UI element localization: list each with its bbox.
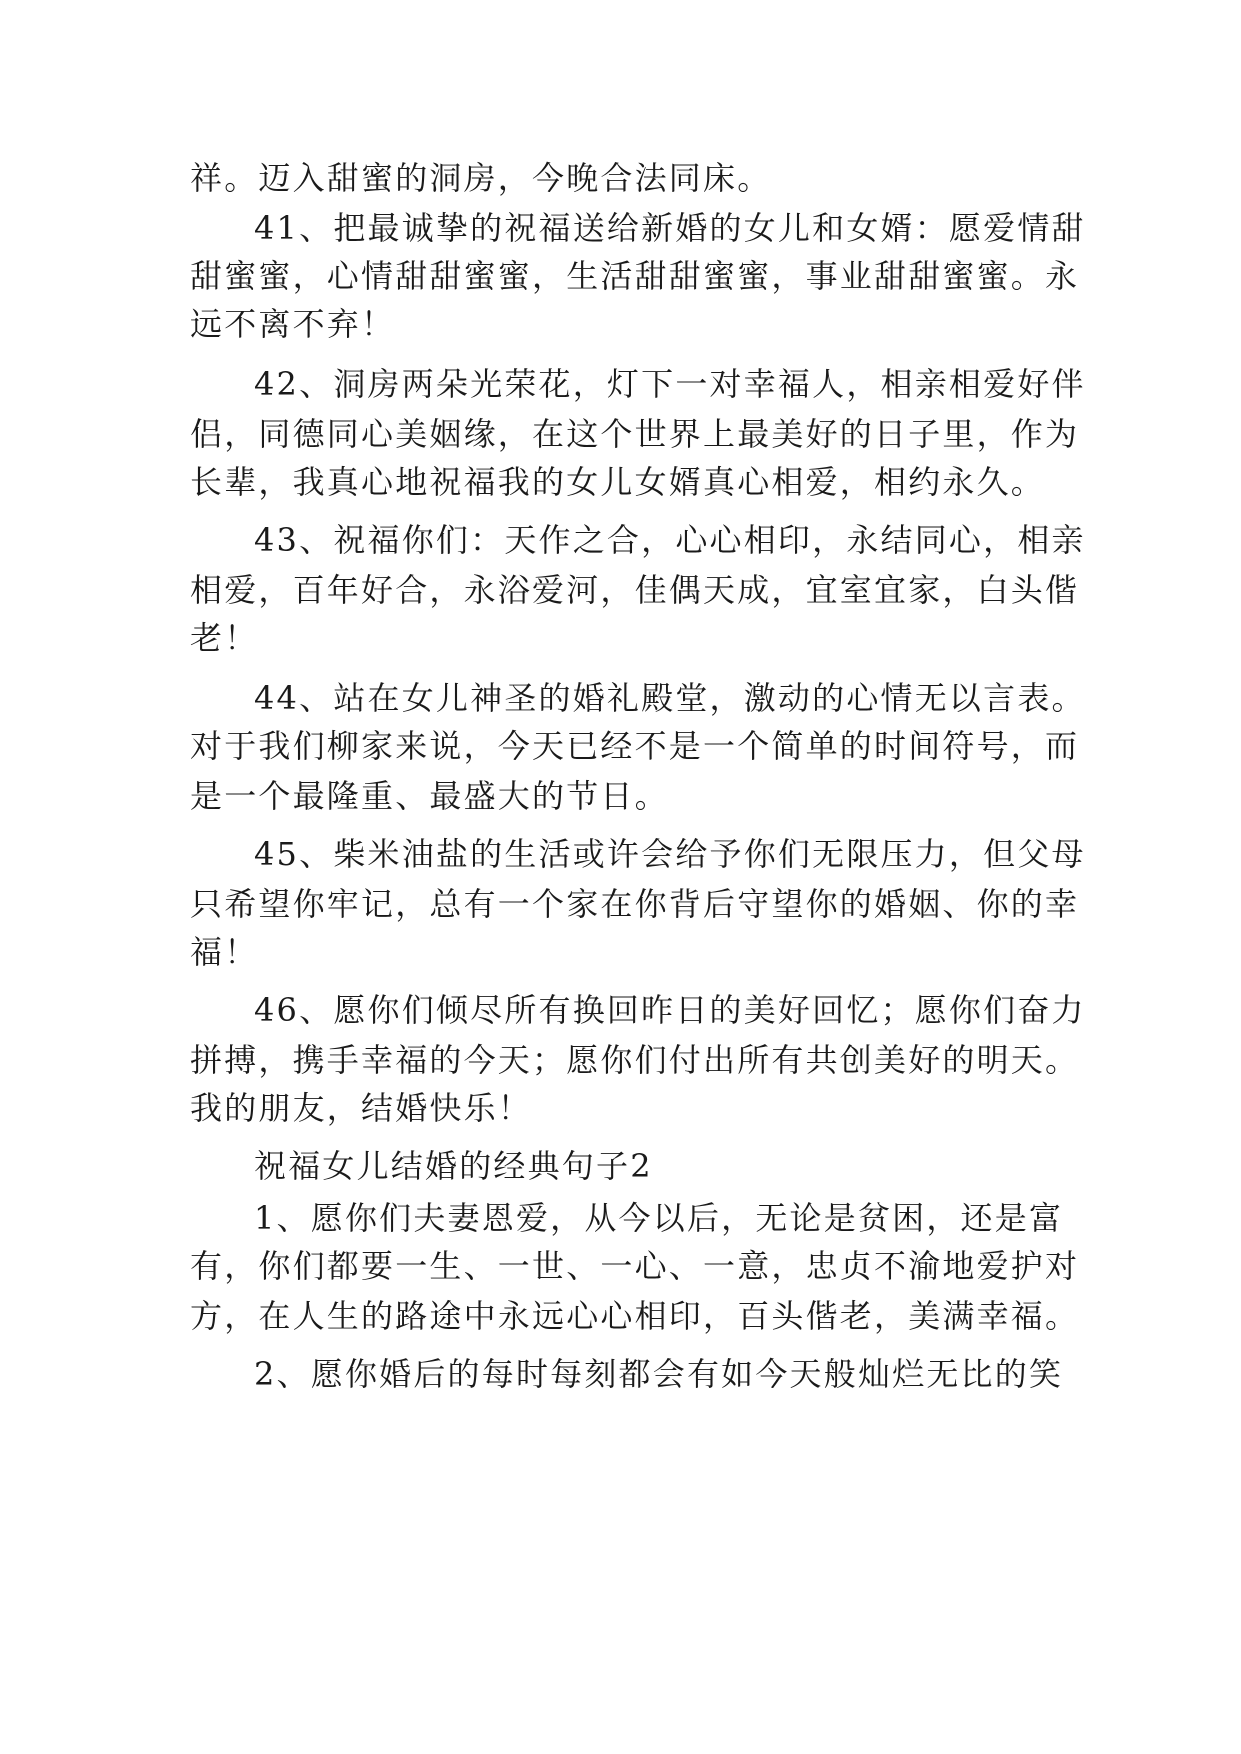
text-line: 41、把最诚挚的祝福送给新婚的女儿和女婿：愿爱情甜	[254, 209, 1086, 247]
text-line: 44、站在女儿神圣的婚礼殿堂，激动的心情无以言表。	[254, 679, 1086, 717]
text-line: 侣，同德同心美姻缘，在这个世界上最美好的日子里，作为	[190, 415, 1080, 453]
text-line: 祥。迈入甜蜜的洞房，今晚合法同床。	[190, 159, 772, 197]
text-line: 46、愿你们倾尽所有换回昨日的美好回忆；愿你们奋力	[254, 991, 1086, 1029]
text-line: 2、愿你婚后的每时每刻都会有如今天般灿烂无比的笑	[254, 1355, 1064, 1393]
text-line: 相爱，百年好合，永浴爱河，佳偶天成，宜室宜家，白头偕	[190, 571, 1080, 609]
text-line: 42、洞房两朵光荣花，灯下一对幸福人，相亲相爱好伴	[254, 365, 1086, 403]
text-line: 有，你们都要一生、一世、一心、一意，忠贞不渝地爱护对	[190, 1247, 1080, 1285]
text-line: 福！	[190, 933, 259, 971]
text-line: 1、愿你们夫妻恩爱，从今以后，无论是贫困，还是富	[254, 1199, 1064, 1237]
section-heading: 祝福女儿结婚的经典句子2	[254, 1147, 653, 1185]
text-line: 甜蜜蜜，心情甜甜蜜蜜，生活甜甜蜜蜜，事业甜甜蜜蜜。永	[190, 257, 1080, 295]
text-line: 43、祝福你们：天作之合，心心相印，永结同心，相亲	[254, 521, 1086, 559]
text-line: 老！	[190, 619, 259, 657]
text-line: 远不离不弃！	[190, 305, 396, 343]
text-line: 只希望你牢记，总有一个家在你背后守望你的婚姻、你的幸	[190, 885, 1080, 923]
text-line: 我的朋友，结婚快乐！	[190, 1089, 533, 1127]
text-line: 对于我们柳家来说，今天已经不是一个简单的时间符号，而	[190, 727, 1080, 765]
text-line: 45、柴米油盐的生活或许会给予你们无限压力，但父母	[254, 835, 1086, 873]
text-line: 拼搏，携手幸福的今天；愿你们付出所有共创美好的明天。	[190, 1041, 1080, 1079]
text-line: 是一个最隆重、最盛大的节日。	[190, 777, 669, 815]
text-line: 方，在人生的路途中永远心心相印，百头偕老，美满幸福。	[190, 1297, 1080, 1335]
text-line: 长辈，我真心地祝福我的女儿女婿真心相爱，相约永久。	[190, 463, 1046, 501]
